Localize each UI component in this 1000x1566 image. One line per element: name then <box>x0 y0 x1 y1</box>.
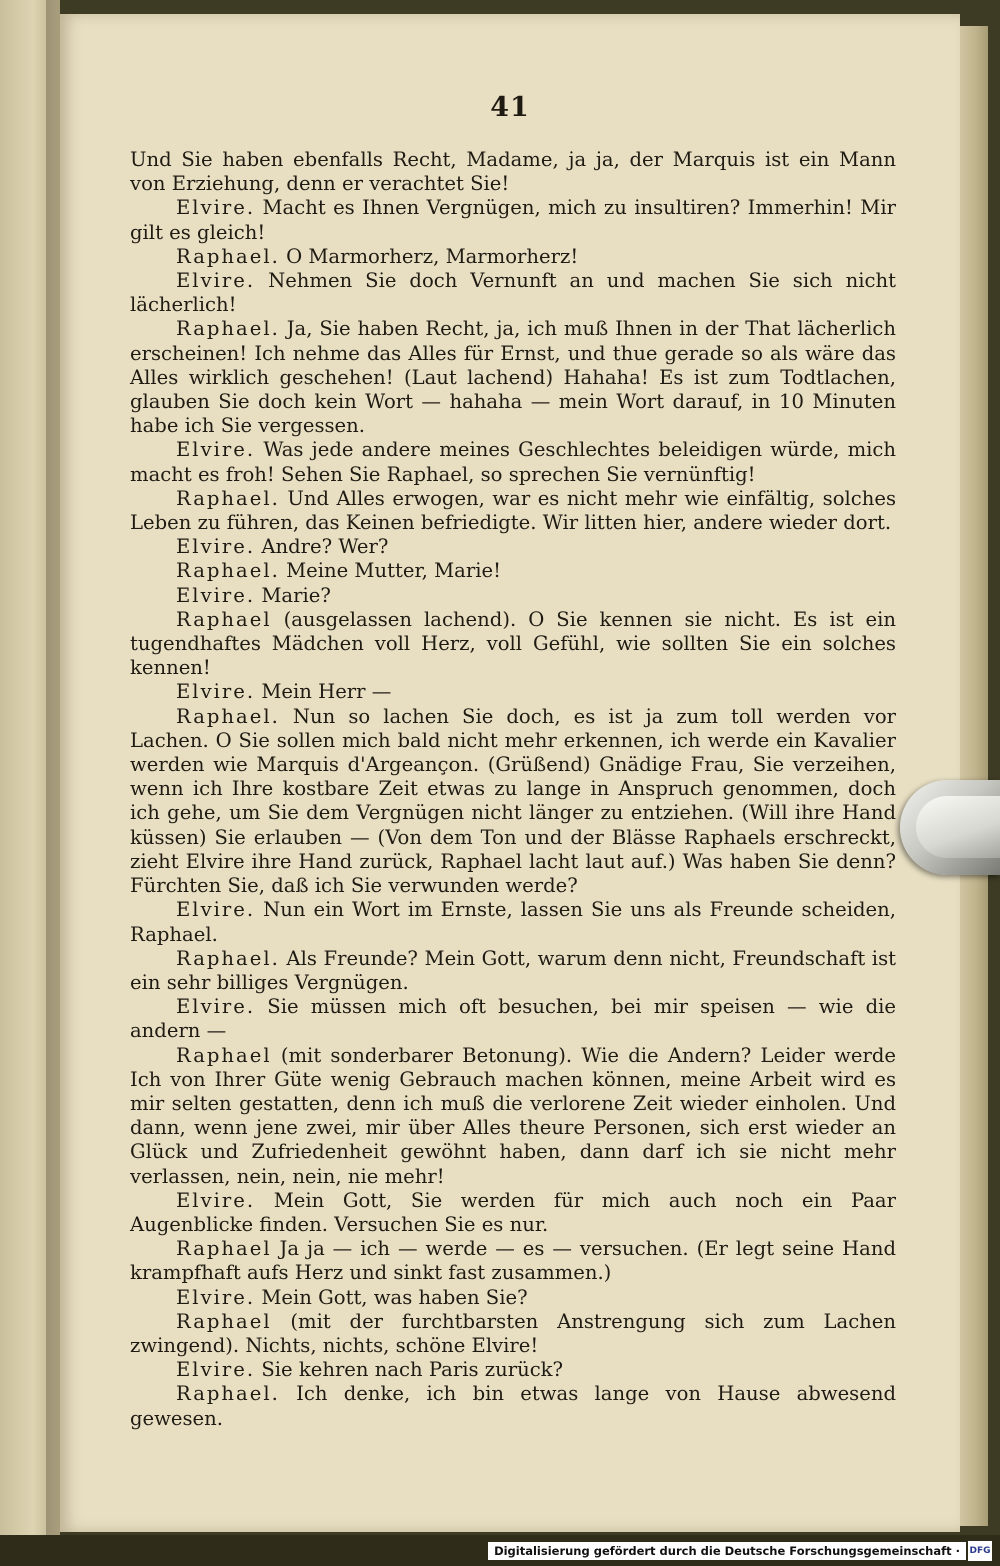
digitization-credit: Digitalisierung gefördert durch die Deutsche Forschungsgemeinschaft · <box>488 1542 966 1560</box>
text-paragraph <box>130 535 896 559</box>
paragraph-text: Mein Gott, Sie werden für mich auch noch ein Paar Augenblicke finden. Versuchen Sie es nur. <box>130 1188 896 1236</box>
paragraph-text: O Marmorherz, Marmorherz! <box>286 244 579 268</box>
paragraph-text: Macht es Ihnen Vergnügen, mich zu insultiren? Immerhin! Mir gilt es gleich! <box>130 196 896 244</box>
text-paragraph <box>130 1382 896 1430</box>
speaker-name: Elvire. <box>176 680 256 704</box>
speaker-name: Raphael <box>176 1309 272 1333</box>
page-number: 41 <box>490 92 530 123</box>
paragraph-text: Andre? Wer? <box>261 535 389 559</box>
speaker-name: Raphael <box>176 1043 272 1067</box>
paragraph-text: Als Freunde? Mein Gott, warum denn nicht, Freundschaft ist ein sehr billiges Vergnügen. <box>130 946 896 994</box>
paragraph-text: Und Alles erwogen, war es nicht mehr wie einfältig, solches Leben zu führen, das Keinen befriedigte. Wir litten hier, andere wieder dort. <box>130 486 896 535</box>
text-paragraph <box>130 1358 896 1382</box>
text-paragraph <box>130 995 896 1043</box>
speaker-name: Raphael. <box>176 244 280 268</box>
paragraph-text: Und Sie haben ebenfalls Recht, Madame, ja ja, der Marquis ist ein Mann von Erziehung, denn er verachtet Sie! <box>130 148 896 196</box>
text-paragraph <box>130 1044 896 1189</box>
page-clip-highlight <box>916 796 1000 858</box>
paragraph-text: Ja, Sie haben Recht, ja, ich muß Ihnen in der That lächerlich erscheinen! Ich nehme das Alles für Ernst, und thue gerade so als wäre das Alles wirklich geschehen! (Laut lachend) Hahaha! Es ist zum Todtlachen, glauben Sie doch kein Wort — hahaha — mein Wort darauf, in 10 Minuten habe ich Sie vergessen. <box>130 317 896 438</box>
text-paragraph <box>130 196 896 244</box>
text-paragraph <box>130 608 896 681</box>
paragraph-text: Marie? <box>261 583 331 607</box>
text-paragraph <box>130 1237 896 1285</box>
paragraph-text: (ausgelassen lachend). O Sie kennen sie nicht. Es ist ein tugendhaftes Mädchen voll Herz, voll Gefühl, wie sollten Sie ein solches kennen! <box>130 607 896 680</box>
paragraph-text: (mit sonderbarer Betonung). Wie die Andern? Leider werde Ich von Ihrer Güte wenig Gebrauch machen können, meine Arbeit wird es mir selten gestatten, denn ich muß die verlorene Zeit wieder einholen. Und dann, wenn jene zwei, mir über Alles theure Personen, sich erst wieder an Glück und Zufriedenheit gewöhnt haben, dann darf ich sie nicht mehr verlassen, nein, nein, nie mehr! <box>130 1043 896 1188</box>
paragraph-text: Sie kehren nach Paris zurück? <box>261 1358 564 1382</box>
speaker-name: Raphael. <box>176 486 280 510</box>
paragraph-text: Nehmen Sie doch Vernunft an und machen Sie sich nicht lächerlich! <box>130 269 896 317</box>
paragraph-text: Was jede andere meines Geschlechtes beleidigen würde, mich macht es froh! Sehen Sie Raphael, so sprechen Sie vernünftig! <box>130 438 897 486</box>
speaker-name: Elvire. <box>176 1188 256 1212</box>
book-page <box>60 14 960 1532</box>
page-body-text <box>130 148 896 1431</box>
page-stack-edge <box>958 26 988 1526</box>
dfg-logo: DFG <box>968 1541 992 1561</box>
speaker-name: Elvire. <box>176 269 256 293</box>
text-paragraph <box>130 487 896 535</box>
speaker-name: Elvire. <box>176 535 256 559</box>
speaker-name: Raphael <box>176 1237 272 1261</box>
paragraph-text: Mein Gott, was haben Sie? <box>261 1285 528 1309</box>
speaker-name: Raphael. <box>176 559 280 583</box>
speaker-name: Raphael <box>176 607 272 631</box>
paragraph-text: Nun ein Wort im Ernste, lassen Sie uns als Freunde scheiden, Raphael. <box>130 898 896 946</box>
text-paragraph <box>130 680 896 704</box>
paragraph-text: Ja ja — ich — werde — es — versuchen. (Er legt seine Hand krampfhaft aufs Herz und sinkt fast zusammen.) <box>130 1237 896 1285</box>
speaker-name: Elvire. <box>176 583 256 607</box>
speaker-name: Elvire. <box>176 196 256 220</box>
paragraph-text: (mit der furchtbarsten Anstrengung sich zum Lachen zwingend). Nichts, nichts, schöne Elvire! <box>130 1309 896 1357</box>
paragraph-text: Sie müssen mich oft besuchen, bei mir speisen — wie die andern — <box>130 995 896 1043</box>
text-paragraph <box>130 1286 896 1310</box>
text-paragraph <box>130 245 896 269</box>
text-paragraph <box>130 1189 896 1237</box>
text-paragraph <box>130 705 896 899</box>
speaker-name: Raphael. <box>176 1382 280 1406</box>
speaker-name: Elvire. <box>176 1358 256 1382</box>
text-paragraph <box>130 1310 896 1358</box>
paragraph-text: Ich denke, ich bin etwas lange von Hause abwesend gewesen. <box>130 1382 896 1430</box>
text-paragraph <box>130 317 896 438</box>
speaker-name: Raphael. <box>176 704 280 728</box>
paragraph-text: Meine Mutter, Marie! <box>286 559 501 583</box>
speaker-name: Elvire. <box>176 1285 256 1309</box>
text-paragraph <box>130 148 896 196</box>
speaker-name: Raphael. <box>176 317 280 341</box>
speaker-name: Elvire. <box>176 438 256 462</box>
speaker-name: Raphael. <box>176 946 280 970</box>
text-paragraph <box>130 438 896 486</box>
paragraph-text: Mein Herr — <box>261 680 392 704</box>
text-paragraph <box>130 898 896 946</box>
text-paragraph <box>130 269 896 317</box>
text-paragraph <box>130 584 896 608</box>
paragraph-text: Nun so lachen Sie doch, es ist ja zum toll werden vor Lachen. O Sie sollen mich bald nicht mehr erkennen, ich werde ein Kavalier werden wie Marquis d'Argeançon. (Grüßend) Gnädige Frau, Sie verzeihen, wenn ich Ihre kostbare Zeit etwas zu lange in Anspruch genommen, doch ich gehe, um Sie dem Vergnügen nicht länger zu entziehen. (Will ihre Hand küssen) Sie erlauben — (Von dem Ton und der Blässe Raphaels erschreckt, zieht Elvire ihre Hand zurück, Raphael lacht laut auf.) Was haben Sie denn? Fürchten Sie, daß ich Sie verwunden werde? <box>130 704 896 898</box>
speaker-name: Elvire. <box>176 898 256 922</box>
speaker-name: Elvire. <box>176 995 256 1019</box>
text-paragraph <box>130 559 896 583</box>
text-paragraph <box>130 947 896 995</box>
